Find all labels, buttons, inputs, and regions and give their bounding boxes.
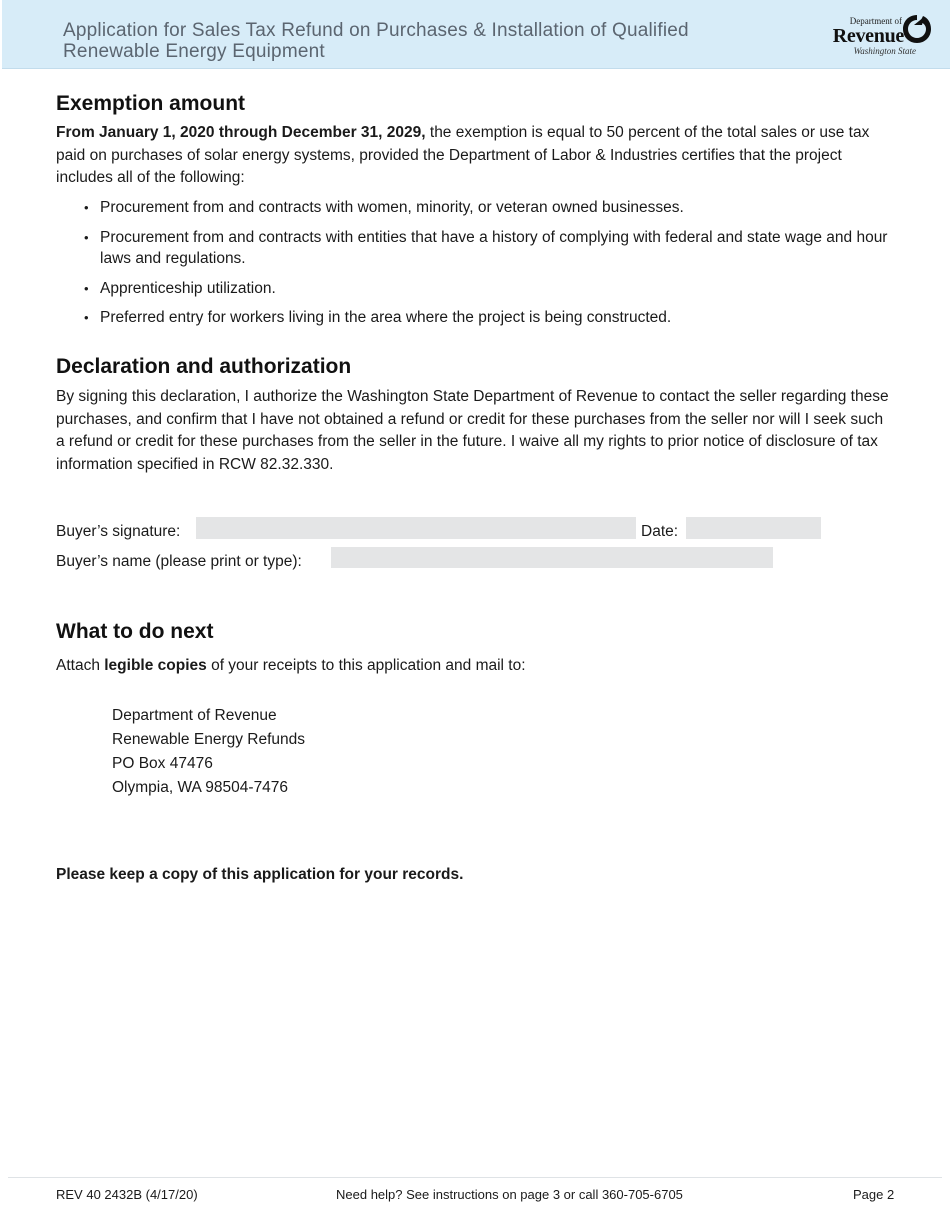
page-header [2,0,950,69]
exemption-intro [56,122,896,190]
logo-state-text: Washington State [853,46,916,56]
page-title [63,20,763,62]
next-text-bold: legible copies [104,657,207,674]
help-text: Need help? See instructions on page 3 or call 360-705-6705 [336,1187,683,1202]
title-line-2: Renewable Energy Equipment [63,41,325,62]
address-line: Renewable Energy Refunds [112,731,306,748]
declaration-text: By signing this declaration, I authorize the Washington State Department of Revenue to contact the seller regarding these purchases, and confirm that I have not obtained a refund or credit for these purchases from the seller nor will I seek such a refund or credit for these purchases from the seller in the future. I waive all my rights to prior notice of disclosure of tax information specified in RCW 82.32.330. [56,388,889,473]
address-line: Olympia, WA 98504-7476 [112,779,289,796]
address-line: Department of Revenue [112,707,277,724]
mailing-address [112,704,305,800]
dor-logo [822,13,932,59]
requirements-list [56,197,896,337]
form-id: REV 40 2432B (4/17/20) [56,1187,198,1202]
logo-dept-text: Department of [849,16,902,26]
keep-copy-note: Please keep a copy of this application for your records. [56,866,464,883]
next-instructions [56,655,896,678]
next-text-pre: Attach [56,657,105,674]
signature-label: Buyer’s signature: [56,523,181,540]
logo-name-text: Revenue [832,25,904,47]
footer-divider [8,1177,942,1178]
address-line: PO Box 47476 [112,755,213,772]
name-label: Buyer’s name (please print or type): [56,553,302,570]
signature-field[interactable] [196,517,636,539]
next-heading: What to do next [56,620,214,643]
exemption-heading: Exemption amount [56,92,246,115]
title-line-1: Application for Sales Tax Refund on Purchases & Installation of Qualified [63,20,689,41]
page-number: Page 2 [853,1187,895,1202]
exemption-intro-bold: From January 1, 2020 through December 31, 2029, [56,124,426,141]
list-item: • Preferred entry for workers living in the area where the project is being constructed. [56,307,896,329]
exemption-intro-text: the exemption is equal to 50 percent of the total sales or use tax paid on purchases of solar energy systems, provided the Department of Labor & Industries certifies that the project includes all of the following: [56,124,870,186]
date-label: Date: [641,523,679,540]
list-item: • Apprenticeship utilization. [56,278,896,300]
name-field[interactable] [331,547,773,568]
list-item: • Procurement from and contracts with entities that have a history of complying with federal and state wage and hour laws and regulations. [56,227,896,270]
dor-logo-icon [902,13,932,45]
declaration-heading: Declaration and authorization [56,355,352,378]
next-text-post: of your receipts to this application and mail to: [206,657,526,674]
list-item: • Procurement from and contracts with women, minority, or veteran owned businesses. [56,197,896,219]
date-field[interactable] [686,517,821,539]
